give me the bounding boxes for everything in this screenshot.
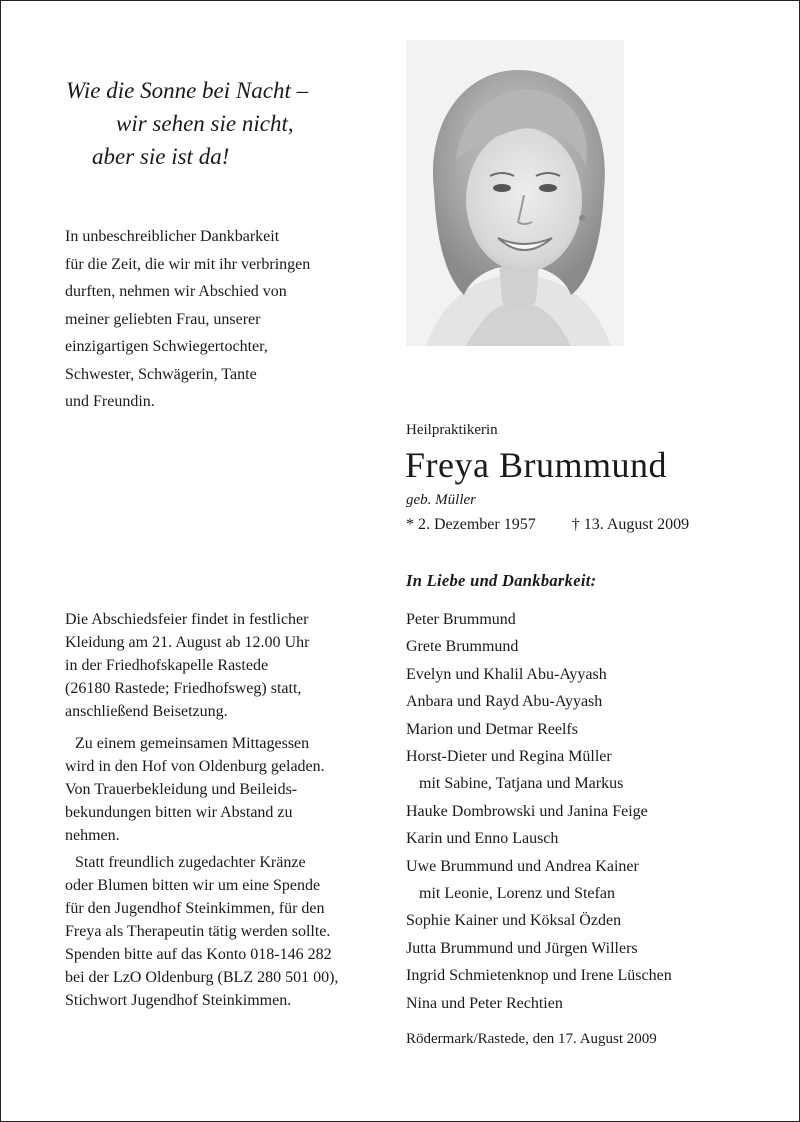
death-date: † 13. August 2009 (571, 516, 690, 533)
list-item: Uwe Brummund und Andrea Kainer (406, 857, 639, 875)
list-item: Anbara und Rayd Abu-Ayyash (406, 693, 603, 711)
list-item: Evelyn und Khalil Abu-Ayyash (406, 665, 607, 683)
list-item: Jutta Brummund und Jürgen Willers (406, 939, 638, 957)
motto-line-3: aber sie ist da! (92, 144, 230, 169)
portrait-photo (406, 40, 624, 346)
paragraph-line: Kleidung am 21. August ab 12.00 Uhr (65, 634, 310, 651)
profession: Heilpraktikerin (406, 422, 498, 438)
paragraph-line: Zu einem gemeinsamen Mittagessen (75, 735, 310, 752)
maiden-name: geb. Müller (406, 492, 476, 508)
birth-date: * 2. Dezember 1957 (406, 516, 536, 533)
deceased-name: Freya Brummund (405, 445, 667, 485)
mourners-list (406, 606, 672, 1017)
list-item: mit Leonie, Lorenz und Stefan (419, 885, 615, 903)
list-item: Hauke Dombrowski und Janina Feige (406, 802, 648, 820)
intro-line: meiner geliebten Frau, unserer (65, 310, 261, 328)
paragraph-line: Spenden bitte auf das Konto 018-146 282 (65, 946, 332, 963)
paragraph-line: (26180 Rastede; Friedhofsweg) statt, (65, 680, 302, 697)
paragraph-line: Von Trauerbekleidung und Beileids- (65, 781, 298, 798)
life-dates (406, 516, 689, 534)
list-item: Marion und Detmar Reelfs (406, 720, 578, 738)
ceremony-paragraph (65, 608, 365, 723)
paragraph-line: wird in den Hof von Oldenburg geladen. (65, 758, 325, 775)
portrait-image (406, 40, 624, 346)
list-item: Sophie Kainer und Köksal Özden (406, 912, 622, 930)
intro-line: und Freundin. (65, 393, 155, 410)
paragraph-line: Freya als Therapeutin tätig werden sollte. (65, 923, 331, 940)
paragraph-line: in der Friedhofskapelle Rastede (65, 657, 269, 674)
list-item: Ingrid Schmietenknop und Irene Lüschen (406, 967, 672, 985)
intro-line: Schwester, Schwägerin, Tante (65, 365, 257, 383)
intro-text (65, 223, 365, 416)
paragraph-line: Die Abschiedsfeier findet in festlicher (65, 611, 309, 628)
paragraph-line: Statt freundlich zugedachter Kränze (75, 854, 306, 871)
intro-line: für die Zeit, die wir mit ihr verbringen (65, 255, 311, 273)
lunch-paragraph (65, 732, 365, 847)
motto-line-1: Wie die Sonne bei Nacht – (66, 78, 309, 103)
list-item: Grete Brummund (406, 638, 519, 656)
paragraph-line: nehmen. (65, 827, 120, 844)
paragraph-line: bei der LzO Oldenburg (BLZ 280 501 00), (65, 969, 339, 986)
intro-line: einzigartigen Schwiegertochter, (65, 338, 268, 355)
intro-line: durften, nehmen wir Abschied von (65, 283, 287, 300)
list-item: Karin und Enno Lausch (406, 830, 559, 848)
paragraph-line: Stichwort Jugendhof Steinkimmen. (65, 992, 292, 1009)
paragraph-line: oder Blumen bitten wir um eine Spende (65, 877, 321, 894)
mourners-heading: In Liebe und Dankbarkeit: (406, 571, 597, 590)
list-item: Horst-Dieter und Regina Müller (406, 748, 612, 766)
paragraph-line: bekundungen bitten wir Abstand zu (65, 804, 293, 821)
list-item: Nina und Peter Rechtien (406, 994, 563, 1012)
place-and-date: Rödermark/Rastede, den 17. August 2009 (406, 1031, 657, 1047)
paragraph-line: anschließend Beisetzung. (65, 703, 228, 720)
motto-line-2: wir sehen sie nicht, (116, 111, 294, 136)
paragraph-line: für den Jugendhof Steinkimmen, für den (65, 900, 325, 917)
list-item: mit Sabine, Tatjana und Markus (419, 775, 624, 793)
list-item: Peter Brummund (406, 611, 516, 628)
motto (66, 74, 308, 173)
donation-paragraph (65, 851, 365, 1012)
intro-line: In unbeschreiblicher Dankbarkeit (65, 228, 280, 245)
